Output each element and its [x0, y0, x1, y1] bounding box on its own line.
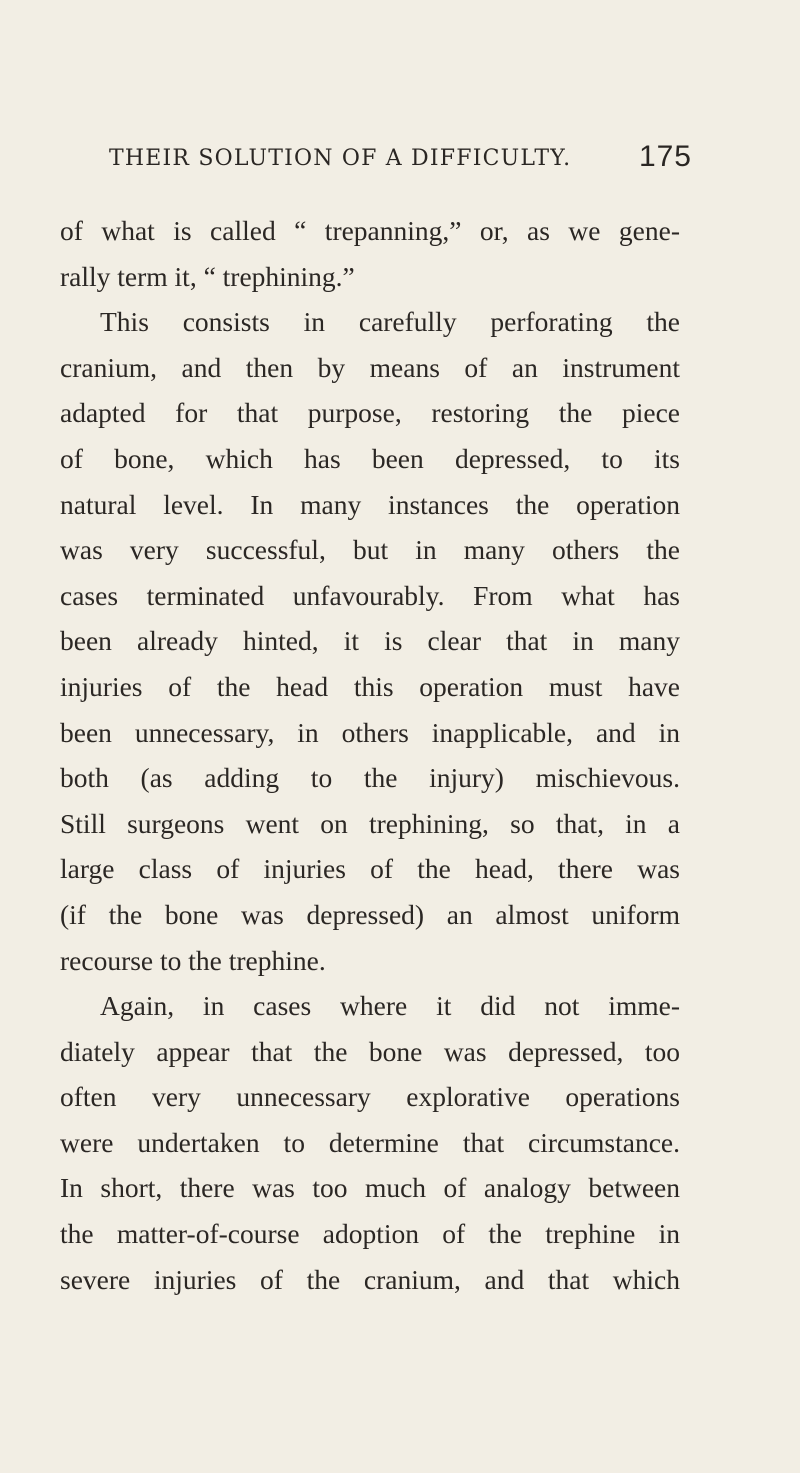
text-line: adapted for that purpose, restoring the piece	[60, 397, 680, 429]
text-line: Still surgeons went on trephining, so that, in a	[60, 807, 680, 839]
text-line: of what is called “ trepanning,” or, as we gene-	[60, 215, 680, 246]
text-line: rally term it, “ trephining.”	[60, 260, 355, 292]
text-line: been unnecessary, in others inapplicable, and in	[60, 716, 680, 748]
text-line: In short, there was too much of analogy between	[60, 1172, 680, 1204]
running-head	[109, 140, 692, 176]
page-number: 175	[638, 140, 692, 173]
paragraph-start-line: Again, in cases where it did not imme-	[100, 990, 680, 1022]
text-line: diately appear that the bone was depressed, too	[60, 1035, 680, 1067]
text-line: the matter-of-course adoption of the trephine in	[60, 1218, 680, 1250]
paragraph-start-line: This consists in carefully perforating the	[100, 306, 680, 338]
text-line: often very unnecessary explorative operations	[60, 1081, 680, 1113]
text-line: natural level. In many instances the operation	[60, 488, 680, 520]
text-line: cases terminated unfavourably. From what has	[60, 579, 680, 611]
text-line: (if the bone was depressed) an almost uniform	[60, 898, 680, 930]
text-line: cranium, and then by means of an instrument	[60, 351, 680, 383]
text-line: large class of injuries of the head, there was	[60, 853, 680, 885]
text-line: severe injuries of the cranium, and that which	[60, 1263, 680, 1295]
body-text	[60, 208, 680, 1302]
text-line: both (as adding to the injury) mischievous.	[60, 762, 680, 794]
text-line: injuries of the head this operation must have	[60, 670, 680, 702]
text-line: was very successful, but in many others the	[60, 534, 680, 566]
running-title: THEIR SOLUTION OF A DIFFICULTY.	[109, 146, 572, 171]
text-line: of bone, which has been depressed, to its	[60, 442, 680, 474]
text-line: recourse to the trephine.	[60, 944, 326, 976]
text-line: were undertaken to determine that circumstance.	[60, 1126, 680, 1158]
text-line: been already hinted, it is clear that in many	[60, 625, 680, 657]
